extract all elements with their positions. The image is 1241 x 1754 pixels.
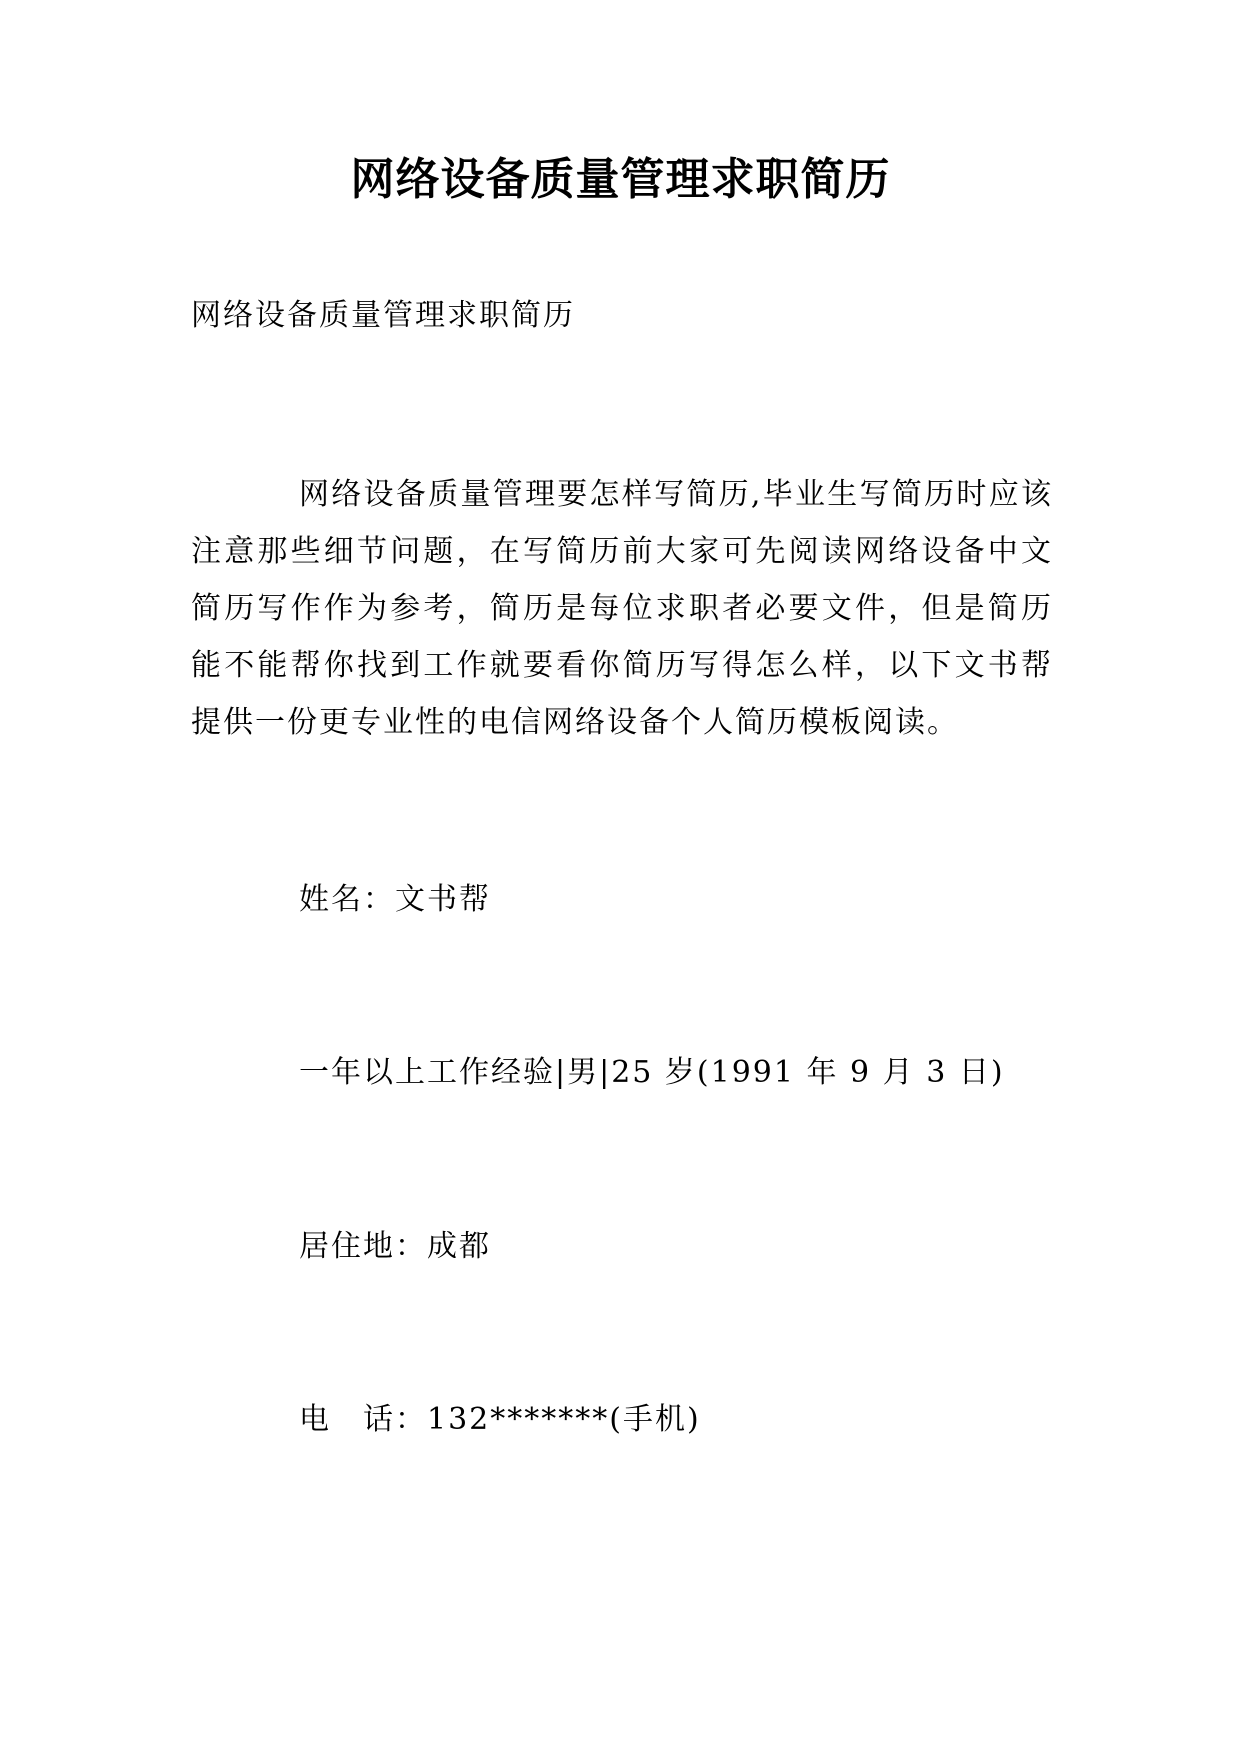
experience-field: 一年以上工作经验|男|25 岁(1991 年 9 月 3 日) xyxy=(299,1055,1005,1090)
phone-field: 电 话：132*******(手机) xyxy=(299,1402,701,1437)
document-title: 网络设备质量管理求职简历 xyxy=(350,154,891,205)
document-subtitle: 网络设备质量管理求职简历 xyxy=(191,298,575,333)
location-field: 居住地：成都 xyxy=(299,1229,491,1264)
intro-paragraph: 网络设备质量管理要怎样写简历,毕业生写简历时应该注意那些细节问题，在写简历前大家可先阅读网络设备中文简历写作作为参考，简历是每位求职者必要文件，但是简历能不能帮你找到工作就要看你简历写得怎么样，以下文书帮提供一份更专业性的电信网络设备个人简历模板阅读。 xyxy=(191,477,1053,740)
name-field: 姓名：文书帮 xyxy=(299,882,491,917)
